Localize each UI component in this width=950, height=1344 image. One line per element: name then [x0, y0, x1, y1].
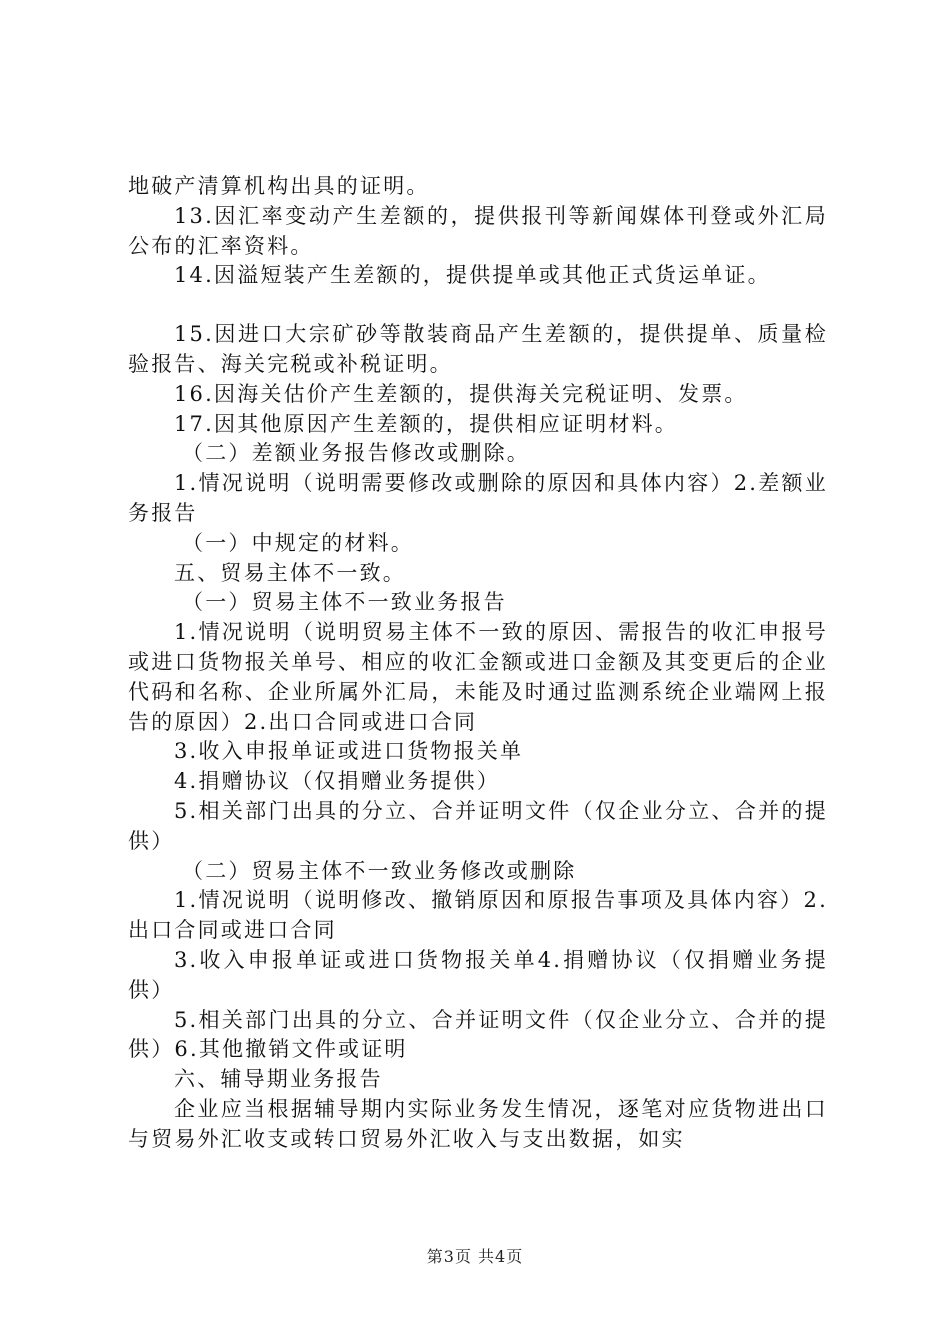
paragraph-modify-item-5-6: 5.相关部门出具的分立、合并证明文件（仅企业分立、合并的提供）6.其他撤销文件或证明 — [128, 1007, 828, 1062]
paragraph-modify-item-3-4: 3.收入申报单证或进口货物报关单4.捐赠协议（仅捐赠业务提供） — [128, 947, 828, 1002]
paragraph-subject-item-4: 4.捐赠协议（仅捐赠业务提供） — [174, 769, 501, 794]
paragraph-subject-item-3: 3.收入申报单证或进口货物报关单 — [174, 739, 524, 764]
paragraph-difference-situation: 1.情况说明（说明需要修改或删除的原因和具体内容）2.差额业务报告 — [128, 471, 828, 525]
subsection-heading-subject-modify: （二）贸易主体不一致业务修改或删除 — [182, 858, 577, 883]
paragraph-modify-situation: 1.情况说明（说明修改、撤销原因和原报告事项及具体内容）2.出口合同或进口合同 — [128, 888, 828, 943]
paragraph-subject-situation: 1.情况说明（说明贸易主体不一致的原因、需报告的收汇申报号或进口货物报关单号、相应的收汇金额或进口金额及其变更后的企业代码和名称、企业所属外汇局，未能及时通过监测系统企业端网上报告的原因）2.出口合同或进口合同 — [128, 620, 828, 734]
paragraph-continuation: 地破产清算机构出具的证明。 — [128, 174, 430, 198]
document-body — [128, 172, 828, 1155]
section-heading-six: 六、辅导期业务报告 — [174, 1067, 383, 1092]
paragraph-item-15: 15.因进口大宗矿砂等散装商品产生差额的，提供提单、质量检验报告、海关完税或补税证明。 — [128, 322, 828, 376]
section-heading-five: 五、贸易主体不一致。 — [174, 560, 406, 585]
paragraph-guidance-period: 企业应当根据辅导期内实际业务发生情况，逐笔对应货物进出口与贸易外汇收支或转口贸易外汇收入与支出数据，如实 — [128, 1096, 828, 1151]
paragraph-item-17: 17.因其他原因产生差额的，提供相应证明材料。 — [174, 411, 678, 436]
section-heading-difference-modify: （二）差额业务报告修改或删除。 — [182, 441, 530, 466]
subsection-heading-subject-report: （一）贸易主体不一致业务报告 — [182, 590, 507, 615]
paragraph-item-14: 14.因溢短装产生差额的，提供提单或其他正式货运单证。 — [174, 263, 771, 288]
paragraph-item-13: 13.因汇率变动产生差额的，提供报刊等新闻媒体刊登或外汇局公布的汇率资料。 — [128, 203, 828, 258]
paragraph-difference-materials: （一）中规定的材料。 — [182, 530, 414, 555]
page-number-footer: 第3页 共4页 — [426, 1247, 524, 1266]
paragraph-item-16: 16.因海关估价产生差额的，提供海关完税证明、发票。 — [174, 381, 748, 406]
paragraph-subject-item-5: 5.相关部门出具的分立、合并证明文件（仅企业分立、合并的提供） — [128, 798, 828, 853]
